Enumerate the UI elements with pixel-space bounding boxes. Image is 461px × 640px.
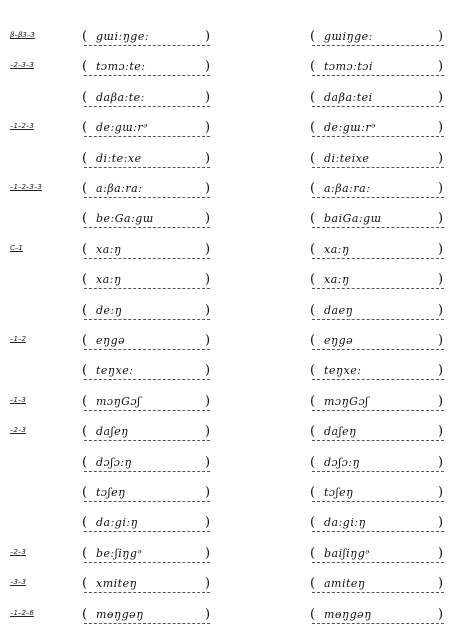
entry-right: xaːŋ [324,273,350,287]
open-paren: ( [310,120,316,136]
entry-right: baiʃiŋgᵊ [324,546,371,560]
row-label: –1–2–3 [10,122,34,131]
dashed-rule [84,197,210,198]
open-paren: ( [82,59,88,75]
entry-right: dɔʃɔːŋ [324,455,361,469]
open-paren: ( [310,424,316,440]
entry-left: deːŋ [96,303,123,317]
open-paren: ( [310,515,316,531]
transcription-row [0,362,461,384]
transcription-row [0,302,461,324]
entry-left: aːβaːraː [96,182,143,195]
dashed-rule [312,440,444,441]
close-paren: ) [205,89,211,105]
close-paren: ) [438,59,444,75]
close-paren: ) [205,302,211,318]
close-paren: ) [438,576,444,592]
close-paren: ) [205,515,211,531]
dashed-rule [84,288,210,289]
close-paren: ) [438,29,444,44]
open-paren: ( [310,302,316,318]
transcription-row [0,454,461,476]
dashed-rule [312,410,444,411]
dashed-rule [312,623,444,624]
row-label: C–1 [10,243,23,252]
entry-left: mɔŋGɔʃ [96,394,141,408]
close-paren: ) [438,363,444,379]
entry-left: tɔmɔːteː [96,60,146,74]
close-paren: ) [205,363,211,379]
row-label: –2–3 [10,547,26,556]
transcription-row [0,332,461,354]
close-paren: ) [205,454,211,470]
open-paren: ( [310,545,316,561]
entry-left: dɔʃɔːŋ [96,455,133,469]
open-paren: ( [310,241,316,257]
row-label: –1–2–6 [10,608,34,617]
close-paren: ) [205,545,211,561]
dashed-rule [84,592,210,593]
close-paren: ) [438,393,444,409]
open-paren: ( [310,393,316,409]
dashed-rule [312,379,444,380]
entry-left: daːgiːŋ [96,516,139,530]
entry-right: mɵŋgəŋ [324,607,372,621]
row-label: –2–3 [10,426,26,435]
dashed-rule [312,106,444,107]
open-paren: ( [310,576,316,592]
open-paren: ( [82,333,88,348]
close-paren: ) [438,485,444,500]
dashed-rule [312,562,444,563]
transcription-row [0,210,461,232]
entry-right: daβaːtei [324,90,373,104]
entry-left: tɔʃeŋ [96,486,126,499]
dashed-rule [84,623,210,624]
row-label: –1–2–3–3 [10,183,42,191]
entry-right: mɔŋGɔʃ [324,394,369,408]
row-label: β–β3–3 [10,31,35,39]
open-paren: ( [82,181,88,196]
entry-left: eŋgə [96,334,126,347]
close-paren: ) [205,181,211,196]
open-paren: ( [82,272,88,288]
open-paren: ( [82,302,88,318]
entry-left: deːgɯːrᵊ [96,121,148,135]
entry-left: gɯiːŋgeː [96,30,150,43]
dashed-rule [312,227,444,228]
close-paren: ) [438,333,444,348]
close-paren: ) [205,272,211,288]
transcription-row [0,606,461,628]
close-paren: ) [438,454,444,470]
entry-right: tɔmɔːtɔi [324,60,373,74]
open-paren: ( [82,606,88,622]
dashed-rule [84,471,210,472]
transcription-row [0,423,461,445]
entry-right: daːgiːŋ [324,516,367,530]
close-paren: ) [205,606,211,622]
close-paren: ) [438,424,444,440]
close-paren: ) [205,393,211,409]
dashed-rule [84,349,210,350]
entry-right: tɔʃeŋ [324,486,354,499]
close-paren: ) [438,181,444,196]
entry-right: deːgɯːrᵊ [324,121,376,135]
dashed-rule [312,501,444,502]
open-paren: ( [310,454,316,470]
entry-right: amiteŋ [324,577,366,591]
open-paren: ( [310,29,316,44]
dashed-rule [312,167,444,168]
dashed-rule [312,75,444,76]
transcription-row [0,545,461,567]
transcription-row [0,575,461,597]
open-paren: ( [310,181,316,196]
entry-right: diːteixe [324,151,370,165]
dashed-rule [84,136,210,137]
open-paren: ( [310,333,316,348]
dashed-rule [84,379,210,380]
entry-left: daβaːteː [96,90,145,104]
transcription-row [0,514,461,536]
dashed-rule [312,136,444,137]
dashed-rule [312,288,444,289]
close-paren: ) [205,29,211,44]
open-paren: ( [82,485,88,500]
open-paren: ( [82,89,88,105]
dashed-rule [84,75,210,76]
dashed-rule [84,531,210,532]
close-paren: ) [205,211,211,227]
dashed-rule [84,227,210,228]
open-paren: ( [310,89,316,105]
close-paren: ) [205,333,211,348]
dashed-rule [312,197,444,198]
dashed-rule [312,592,444,593]
open-paren: ( [82,545,88,561]
transcription-row [0,393,461,415]
entry-right: eŋgə [324,334,354,347]
close-paren: ) [205,150,211,166]
dashed-rule [84,45,210,46]
entry-left: diːteːxe [96,151,142,165]
close-paren: ) [205,485,211,500]
entry-left: xaːŋ [96,273,122,287]
open-paren: ( [82,515,88,531]
transcription-row [0,271,461,293]
dashed-rule [84,167,210,168]
entry-right: daeŋ [324,303,354,317]
dashed-rule [84,562,210,563]
close-paren: ) [438,545,444,561]
entry-left: xaːŋ [96,242,122,256]
close-paren: ) [438,272,444,288]
transcription-row [0,58,461,80]
open-paren: ( [82,393,88,409]
dashed-rule [312,471,444,472]
open-paren: ( [82,576,88,592]
open-paren: ( [82,29,88,44]
transcription-row [0,241,461,263]
dashed-rule [312,258,444,259]
open-paren: ( [310,150,316,166]
open-paren: ( [82,211,88,227]
close-paren: ) [438,515,444,531]
open-paren: ( [310,59,316,75]
open-paren: ( [82,454,88,470]
open-paren: ( [310,272,316,288]
row-label: –1–2 [10,335,26,343]
dashed-rule [84,410,210,411]
dashed-rule [84,258,210,259]
close-paren: ) [438,89,444,105]
dashed-rule [84,106,210,107]
open-paren: ( [310,211,316,227]
entry-left: beːGaːgɯ [96,212,154,226]
dashed-rule [84,501,210,502]
entry-left: teŋxeː [96,364,134,378]
open-paren: ( [82,424,88,440]
entry-right: xaːŋ [324,242,350,256]
entry-left: xmiteŋ [96,577,138,591]
close-paren: ) [205,59,211,75]
row-label: –2–3–3 [10,61,34,70]
row-label: –1–3 [10,395,26,404]
transcription-row [0,180,461,202]
dashed-rule [84,319,210,320]
open-paren: ( [82,150,88,166]
row-label: –3–3 [10,578,26,587]
transcription-row [0,28,461,50]
close-paren: ) [205,424,211,440]
entry-left: mɵŋgəŋ [96,607,144,621]
dashed-rule [84,440,210,441]
transcription-row [0,150,461,172]
close-paren: ) [438,606,444,622]
close-paren: ) [205,241,211,257]
dashed-rule [312,319,444,320]
entry-right: baiGaːgɯ [324,212,382,226]
close-paren: ) [438,150,444,166]
entry-left: beːʃiŋgᵊ [96,546,143,560]
open-paren: ( [310,363,316,379]
entry-right: daʃeŋ [324,425,357,439]
close-paren: ) [205,576,211,592]
entry-left: daʃeŋ [96,425,129,439]
close-paren: ) [438,120,444,136]
open-paren: ( [310,606,316,622]
dashed-rule [312,45,444,46]
entry-right: aːβaːraː [324,182,371,195]
transcription-row [0,89,461,111]
open-paren: ( [82,241,88,257]
close-paren: ) [438,241,444,257]
entry-right: gɯiŋgeː [324,30,373,43]
dashed-rule [312,349,444,350]
open-paren: ( [310,485,316,500]
close-paren: ) [438,211,444,227]
close-paren: ) [205,120,211,136]
entry-right: teŋxeː [324,364,362,378]
open-paren: ( [82,363,88,379]
close-paren: ) [438,302,444,318]
transcription-row [0,484,461,506]
dashed-rule [312,531,444,532]
open-paren: ( [82,120,88,136]
transcription-row [0,119,461,141]
